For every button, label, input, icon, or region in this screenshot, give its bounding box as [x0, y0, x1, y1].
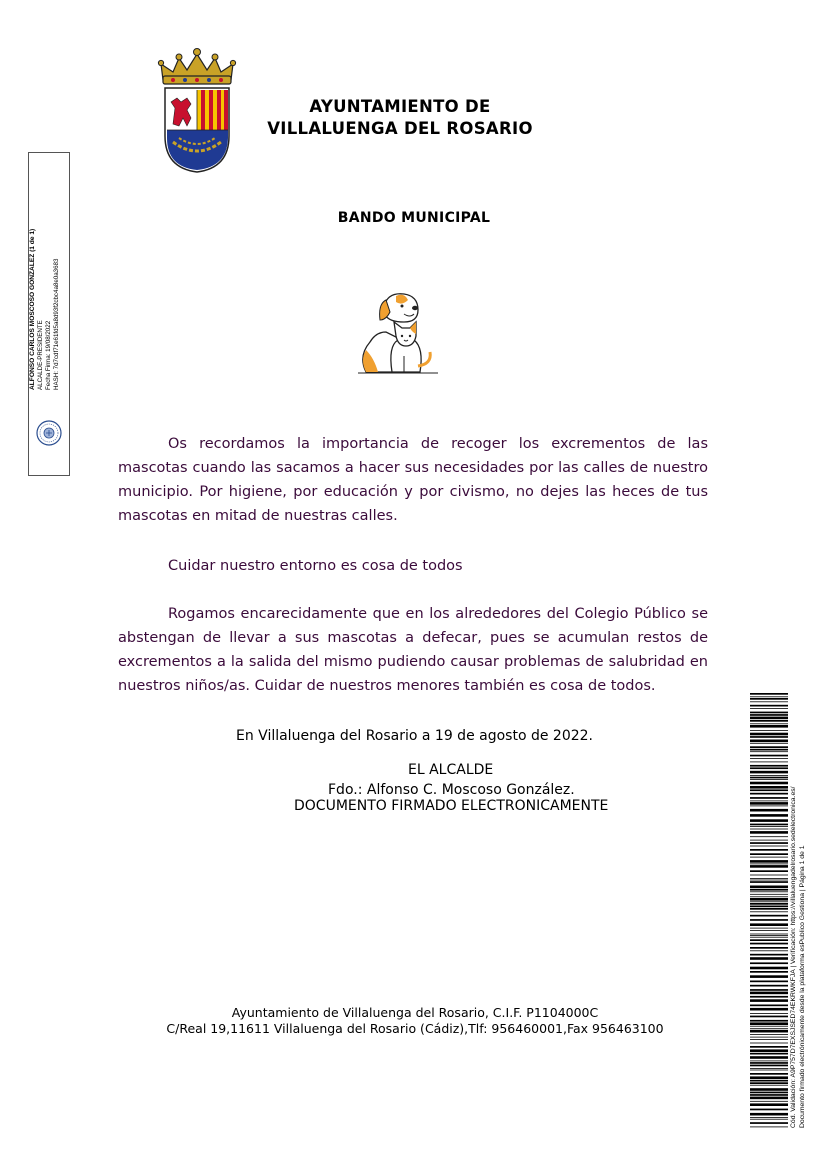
signer-title: EL ALCALDE — [408, 762, 494, 778]
electronic-signature-note: DOCUMENTO FIRMADO ELECTRONICAMENTE — [294, 798, 609, 814]
stamp-hash: HASH: 7d7cdf71e61fd5a8d93f2cbc4a8e0a3683 — [53, 258, 60, 390]
signer-name: Fdo.: Alfonso C. Moscoso González. — [328, 782, 575, 798]
stamp-signer-name: ALFONSO CARLOS MOSCOSO GONZALEZ (1 de 1) — [29, 228, 36, 390]
vertical-barcode-icon — [750, 693, 788, 1128]
place-and-date: En Villaluenga del Rosario a 19 de agosto de 2022. — [236, 728, 593, 744]
paragraph-school: Rogamos encarecidamente que en los alrededores del Colegio Público se abstengan de llevar a sus mascotas a defecar, pues se acumulan restos de excrementos a la salida del mismo pudiendo causar problemas de salubridad en nuestros niños/as. Cuidar de nuestros menores también es cosa de todos. — [118, 606, 708, 694]
dog-and-cat-icon — [352, 286, 444, 378]
paragraph-pet-waste: Os recordamos la importancia de recoger los excrementos de las mascotas cuando las sacamos a hacer sus necesidades por las calles de nuestro municipio. Por higiene, por educación y por civismo, no dejes las heces de tus mascotas en mitad de nuestras calles. — [118, 436, 708, 524]
municipality-header — [250, 96, 550, 140]
header-line-2: VILLALUENGA DEL ROSARIO — [267, 119, 533, 138]
platform-note: Documento firmado electrónicamente desde la plataforma esPublico Gestiona | Página 1 de 1 — [799, 845, 806, 1128]
footer-line-1: Ayuntamiento de Villaluenga del Rosario, C.I.F. P1104000C — [231, 1005, 599, 1020]
validation-code: Cód. Validación: A9P757D7EXSJSED74EKRWKFJA | Verificación: https://villaluengadelrosario.sedelectronica.es/ — [790, 786, 797, 1128]
paragraph-environment: Cuidar nuestro entorno es cosa de todos — [168, 558, 463, 574]
stamp-signer-role: ALCALDE-PRESIDENTE — [37, 320, 44, 390]
document-type-title: BANDO MUNICIPAL — [337, 210, 491, 226]
footer-line-2: C/Real 19,11611 Villaluenga del Rosario (Cádiz),Tlf: 956460001,Fax 956463100 — [166, 1021, 664, 1036]
header-line-1: AYUNTAMIENTO DE — [309, 97, 491, 116]
coat-of-arms-icon — [155, 46, 239, 174]
stamp-signature-date: Fecha Firma: 19/08/2022 — [45, 320, 52, 390]
round-seal-icon — [36, 420, 62, 446]
